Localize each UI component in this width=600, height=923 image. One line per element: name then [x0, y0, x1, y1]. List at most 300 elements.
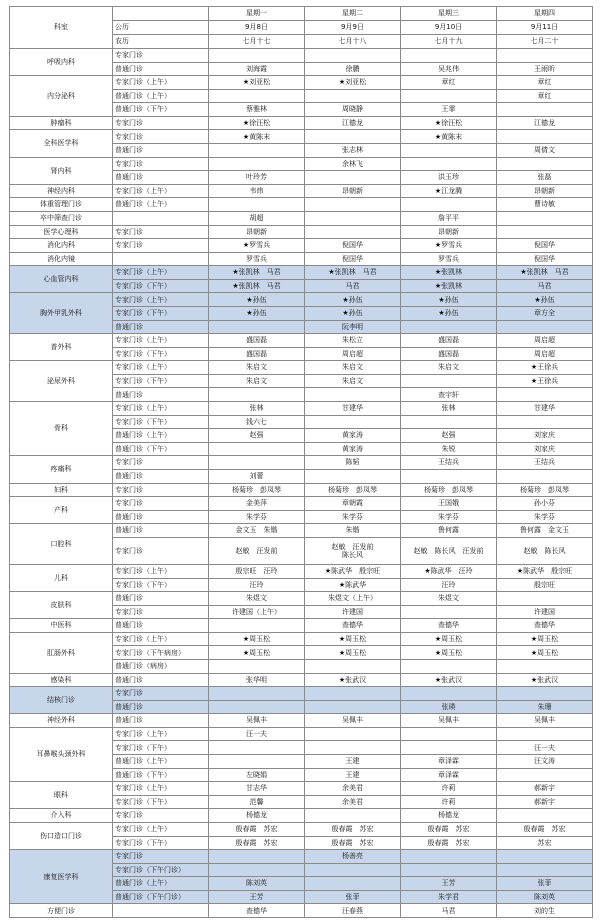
- doctor-cell: [401, 144, 497, 158]
- doctor-cell: [401, 320, 497, 334]
- doctor-cell: [497, 225, 593, 239]
- doctor-line: 陈长风: [342, 550, 363, 559]
- doctor-cell: [497, 130, 593, 144]
- clinic-type: 普通门诊（病房）: [113, 660, 209, 674]
- schedule-row: [10, 130, 593, 144]
- doctor-cell: 朱启文: [401, 361, 497, 375]
- clinic-type: 普通门诊（下午）: [113, 442, 209, 456]
- doctor-cell: 汪春燕: [305, 904, 401, 918]
- clinic-type: 普通门诊（上午）: [113, 755, 209, 769]
- doctor-cell: ★周玉松: [209, 646, 305, 660]
- doctor-cell: 昂朝新: [401, 225, 497, 239]
- doctor-cell: 殷宗旺 汪玲: [209, 564, 305, 578]
- doctor-cell: ★张武汉: [305, 673, 401, 687]
- schedule-row: [10, 402, 593, 416]
- doctor-cell: 黄家涛: [305, 442, 401, 456]
- dept-name: 肛肠外科: [10, 632, 113, 673]
- doctor-cell: ★徐汪松: [401, 116, 497, 130]
- schedule-row: [10, 497, 593, 511]
- doctor-cell: 马君: [305, 279, 401, 293]
- doctor-cell: [497, 469, 593, 483]
- doctor-cell: 郝新宇: [497, 795, 593, 809]
- dept-name: 伤口造口门诊: [10, 822, 113, 849]
- clinic-type: 专家门诊（上午）: [113, 822, 209, 836]
- doctor-cell: 罗雪兵: [209, 252, 305, 266]
- doctor-cell: 章泽霖: [401, 768, 497, 782]
- weekday-label: 星期四: [497, 7, 593, 21]
- clinic-type: 专家门诊: [113, 225, 209, 239]
- doctor-cell: ★王徐兵: [497, 374, 593, 388]
- doctor-cell: 昂朝新: [209, 225, 305, 239]
- doctor-cell: 甘建华: [497, 402, 593, 416]
- doctor-cell: [209, 660, 305, 674]
- clinic-type: 普通门诊（上午）: [113, 198, 209, 212]
- doctor-cell: [209, 456, 305, 470]
- clinic-type: 专家门诊（下午）: [113, 578, 209, 592]
- doctor-cell: 陈刘英: [209, 877, 305, 891]
- doctor-cell: 张林: [209, 402, 305, 416]
- doctor-cell: 甘建华: [305, 402, 401, 416]
- doctor-cell: 朱煜文: [401, 592, 497, 606]
- clinic-type: 专家门诊: [113, 49, 209, 63]
- clinic-type: [113, 252, 209, 266]
- doctor-cell: [209, 49, 305, 63]
- doctor-cell: [305, 130, 401, 144]
- doctor-cell: [305, 537, 401, 564]
- clinic-type: 普通门诊: [113, 524, 209, 538]
- clinic-type: 专家门诊（下午）: [113, 347, 209, 361]
- doctor-cell: 赵强: [209, 429, 305, 443]
- schedule-row: [10, 211, 593, 225]
- doctor-cell: [497, 660, 593, 674]
- doctor-cell: 吴佩丰: [401, 714, 497, 728]
- nongli-date: 七月十九: [401, 35, 497, 49]
- schedule-row: [10, 198, 593, 212]
- clinic-type: 专家门诊（上午）: [113, 361, 209, 375]
- schedule-row: [10, 822, 593, 836]
- clinic-type: 专家门诊（下午）: [113, 836, 209, 850]
- schedule-row: [10, 49, 593, 63]
- doctor-cell: 章红: [401, 76, 497, 90]
- doctor-cell: [305, 687, 401, 701]
- doctor-cell: 查宇轩: [401, 388, 497, 402]
- doctor-cell: 盛国磊: [401, 347, 497, 361]
- doctor-cell: ★黄陈末: [401, 130, 497, 144]
- doctor-cell: ★张凯林 马君: [305, 266, 401, 280]
- doctor-cell: 朱煜文: [209, 592, 305, 606]
- doctor-cell: [305, 49, 401, 63]
- doctor-cell: [305, 388, 401, 402]
- doctor-cell: 朱启文: [305, 374, 401, 388]
- doctor-cell: 殷春霞 苏宏: [305, 822, 401, 836]
- doctor-cell: [401, 850, 497, 864]
- doctor-cell: 许建国: [305, 605, 401, 619]
- doctor-cell: ★孙伍: [401, 293, 497, 307]
- doctor-cell: 胡超: [209, 211, 305, 225]
- doctor-cell: 杨菊珍 彭凤琴: [497, 483, 593, 497]
- doctor-cell: [209, 320, 305, 334]
- clinic-type: 专家门诊（上午）: [113, 402, 209, 416]
- doctor-cell: 周启超: [305, 347, 401, 361]
- schedule-row: [10, 76, 593, 90]
- schedule-row: [10, 266, 593, 280]
- doctor-cell: [209, 700, 305, 714]
- dept-name: 介入科: [10, 809, 113, 823]
- dept-name: 普外科: [10, 334, 113, 361]
- clinic-type: 普通门诊（下午）: [113, 768, 209, 782]
- doctor-cell: 周启超: [497, 334, 593, 348]
- doctor-cell: 余美君: [305, 795, 401, 809]
- weekday-header-row: [10, 7, 593, 21]
- doctor-cell: [497, 809, 593, 823]
- doctor-cell: ★孙伍: [209, 293, 305, 307]
- doctor-cell: [305, 863, 401, 877]
- doctor-cell: 朱煜文（上午）: [305, 592, 401, 606]
- doctor-cell: 郝新宇: [497, 782, 593, 796]
- doctor-cell: 叶玲芳: [209, 171, 305, 185]
- doctor-cell: [305, 225, 401, 239]
- doctor-cell: 江德龙: [497, 116, 593, 130]
- dept-name: 感染科: [10, 673, 113, 687]
- clinic-type: 专家门诊（下午）: [113, 415, 209, 429]
- doctor-cell: 殷春霞 苏宏: [401, 822, 497, 836]
- clinic-type: 普通门诊（上午）: [113, 89, 209, 103]
- doctor-cell: 殷春霞 苏宏: [305, 836, 401, 850]
- doctor-cell: 鲁何露: [401, 524, 497, 538]
- schedule-row: [10, 809, 593, 823]
- doctor-cell: 朱启文: [305, 361, 401, 375]
- doctor-cell: 张菲: [497, 877, 593, 891]
- doctor-cell: 金美萍: [209, 497, 305, 511]
- doctor-cell: 王国娥: [401, 497, 497, 511]
- doctor-cell: 许建国: [497, 605, 593, 619]
- dept-name: 消化内科: [10, 239, 113, 253]
- clinic-type: 普通门诊（上午）: [113, 877, 209, 891]
- doctor-cell: ★张凯林 马君: [209, 279, 305, 293]
- doctor-cell: [305, 171, 401, 185]
- doctor-cell: ★孙伍: [209, 306, 305, 320]
- doctor-cell: [497, 320, 593, 334]
- dept-name: 口腔科: [10, 524, 113, 565]
- dept-name: 中医科: [10, 619, 113, 633]
- doctor-cell: 赵敏 汪发前: [209, 537, 305, 564]
- dept-name: 泌尿外科: [10, 361, 113, 402]
- doctor-cell: [305, 700, 401, 714]
- doctor-cell: 吴佩丰: [209, 714, 305, 728]
- clinic-type: 专家门诊: [113, 456, 209, 470]
- doctor-cell: [209, 157, 305, 171]
- schedule-row: [10, 456, 593, 470]
- doctor-cell: [497, 768, 593, 782]
- schedule-row: [10, 157, 593, 171]
- clinic-type: 普通门诊: [113, 171, 209, 185]
- doctor-cell: 张菲: [305, 890, 401, 904]
- clinic-type: 专家门诊: [113, 483, 209, 497]
- doctor-cell: 查德华: [401, 619, 497, 633]
- clinic-type: 普通门诊: [113, 320, 209, 334]
- clinic-type: 专家门诊（上午）: [113, 76, 209, 90]
- clinic-type: 专家门诊（上午）: [113, 184, 209, 198]
- doctor-cell: ★陈武华 殷宗旺: [497, 564, 593, 578]
- doctor-cell: 章泽霖: [401, 755, 497, 769]
- doctor-cell: 昂朝新: [305, 184, 401, 198]
- gongli-label: 公历: [113, 21, 209, 35]
- dept-name: 眼科: [10, 782, 113, 809]
- doctor-cell: 朱锐: [401, 442, 497, 456]
- weekday-label: 星期二: [305, 7, 401, 21]
- clinic-type: 专家门诊（下午门诊）: [113, 863, 209, 877]
- doctor-cell: [305, 660, 401, 674]
- doctor-cell: ★张凯林: [401, 266, 497, 280]
- gongli-date: 9月10日: [401, 21, 497, 35]
- dept-header: 科室: [10, 7, 113, 49]
- doctor-cell: [401, 415, 497, 429]
- clinic-type: 普通门诊（上午）: [113, 429, 209, 443]
- dept-name: 康复医学科: [10, 850, 113, 904]
- doctor-cell: [401, 49, 497, 63]
- dept-name: 神经外科: [10, 714, 113, 728]
- schedule-row: [10, 727, 593, 741]
- dept-name: 肿瘤科: [10, 116, 113, 130]
- doctor-cell: [497, 157, 593, 171]
- clinic-type: 专家门诊（上午）: [113, 782, 209, 796]
- doctor-cell: 殷春霞 苏宏: [497, 822, 593, 836]
- doctor-cell: 张瑛: [401, 700, 497, 714]
- clinic-type: 普通门诊: [113, 714, 209, 728]
- dept-name: 心血管内科: [10, 266, 113, 293]
- doctor-cell: [497, 727, 593, 741]
- doctor-cell: 倪国华: [497, 252, 593, 266]
- doctor-cell: 阮李明: [305, 320, 401, 334]
- doctor-cell: [209, 89, 305, 103]
- doctor-cell: 刘家庆: [497, 442, 593, 456]
- doctor-cell: [209, 198, 305, 212]
- doctor-cell: 朱启文: [209, 361, 305, 375]
- clinic-type: 专家门诊: [113, 157, 209, 171]
- clinic-type: 普通门诊（下午）: [113, 103, 209, 117]
- doctor-cell: 杨善亮: [305, 850, 401, 864]
- clinic-type: 专家门诊（下午）: [113, 306, 209, 320]
- doctor-cell: 刘蕾: [209, 469, 305, 483]
- doctor-cell: 倪国华: [305, 252, 401, 266]
- clinic-type: [113, 211, 209, 225]
- doctor-cell: 盛国磊: [209, 334, 305, 348]
- doctor-cell: [497, 592, 593, 606]
- doctor-cell: 张林: [401, 402, 497, 416]
- clinic-type: 专家门诊: [113, 687, 209, 701]
- nongli-date: 七月十八: [305, 35, 401, 49]
- doctor-cell: [209, 755, 305, 769]
- doctor-cell: 章红: [497, 76, 593, 90]
- doctor-cell: ★周玉松: [401, 646, 497, 660]
- doctor-cell: [209, 850, 305, 864]
- clinic-type: 专家门诊: [113, 116, 209, 130]
- doctor-cell: 刘海霞: [209, 62, 305, 76]
- dept-name: 医学心理科: [10, 225, 113, 239]
- doctor-cell: [401, 605, 497, 619]
- clinic-type: 普通门诊: [113, 144, 209, 158]
- doctor-cell: 张志林: [305, 144, 401, 158]
- clinic-type: 普通门诊: [113, 619, 209, 633]
- doctor-cell: [305, 89, 401, 103]
- clinic-type: 普通门诊: [113, 388, 209, 402]
- doctor-cell: 倪国华: [497, 239, 593, 253]
- doctor-cell: 蔡雅林: [209, 103, 305, 117]
- doctor-cell: 盛国磊: [401, 334, 497, 348]
- doctor-cell: 杨菊珍 彭凤琴: [305, 483, 401, 497]
- doctor-cell: 朱学芬: [305, 510, 401, 524]
- doctor-cell: [401, 741, 497, 755]
- doctor-cell: 江德龙: [305, 116, 401, 130]
- schedule-row: [10, 850, 593, 864]
- doctor-cell: [401, 727, 497, 741]
- doctor-cell: [209, 144, 305, 158]
- doctor-cell: 陈刘英: [497, 890, 593, 904]
- doctor-cell: 朱锴: [305, 524, 401, 538]
- doctor-cell: 周晓静: [305, 103, 401, 117]
- doctor-cell: 章方全: [497, 306, 593, 320]
- clinic-type: 专家门诊（上午）: [113, 266, 209, 280]
- dept-name: 消化内镜: [10, 252, 113, 266]
- schedule-row: [10, 904, 593, 918]
- dept-name: 体重管理门诊: [10, 198, 113, 212]
- header-blank: [113, 7, 209, 21]
- schedule-row: [10, 632, 593, 646]
- doctor-cell: ★周玉松: [305, 632, 401, 646]
- doctor-cell: ★徐汪松: [209, 116, 305, 130]
- dept-name: 内分泌科: [10, 76, 113, 117]
- doctor-cell: [305, 877, 401, 891]
- doctor-cell: ★孙伍: [305, 293, 401, 307]
- doctor-cell: 黄家涛: [305, 429, 401, 443]
- doctor-cell: 朱学芬: [497, 510, 593, 524]
- doctor-cell: [401, 687, 497, 701]
- doctor-cell: 查德华: [305, 619, 401, 633]
- doctor-cell: 朱学芬: [209, 510, 305, 524]
- doctor-cell: [209, 388, 305, 402]
- clinic-type: 专家门诊（上午）: [113, 632, 209, 646]
- nongli-date: 七月十七: [209, 35, 305, 49]
- doctor-cell: 殷春霞 苏宏: [209, 822, 305, 836]
- doctor-cell: 盛国磊: [209, 347, 305, 361]
- doctor-cell: 鲁何露 金文玉: [497, 524, 593, 538]
- clinic-type: 专家门诊: [113, 605, 209, 619]
- doctor-cell: 周启超: [497, 347, 593, 361]
- doctor-cell: [305, 415, 401, 429]
- doctor-cell: 杨菊珍 彭凤琴: [209, 483, 305, 497]
- schedule-row: [10, 564, 593, 578]
- doctor-cell: 殷宗旺: [497, 578, 593, 592]
- doctor-cell: 甘志华: [209, 782, 305, 796]
- gongli-date: 9月9日: [305, 21, 401, 35]
- schedule-row: [10, 252, 593, 266]
- dept-name: 胸外甲乳外科: [10, 293, 113, 334]
- doctor-cell: ★孙伍: [401, 306, 497, 320]
- clinic-type: 专家门诊（下午）: [113, 279, 209, 293]
- doctor-cell: 吴佩丰: [305, 714, 401, 728]
- doctor-cell: 许莉: [401, 795, 497, 809]
- clinic-type: [113, 904, 209, 918]
- dept-name: 结核门诊: [10, 687, 113, 714]
- schedule-row: [10, 619, 593, 633]
- doctor-cell: 罗雪兵: [401, 252, 497, 266]
- schedule-row: [10, 225, 593, 239]
- doctor-cell: ★张武汉: [401, 673, 497, 687]
- doctor-cell: ★周玉松: [401, 632, 497, 646]
- doctor-cell: 许莉: [401, 782, 497, 796]
- doctor-cell: ★张凯林 马君: [209, 266, 305, 280]
- doctor-cell: 赵敏 陈长风 汪发前: [401, 537, 497, 564]
- doctor-cell: 查德华: [209, 904, 305, 918]
- dept-name: 疼痛科: [10, 456, 113, 483]
- dept-name: 方便门诊: [10, 904, 113, 918]
- doctor-cell: [401, 863, 497, 877]
- clinic-type: 普通门诊（下午门诊）: [113, 890, 209, 904]
- doctor-cell: ★孙伍: [497, 293, 593, 307]
- doctor-cell: 杨德龙: [401, 809, 497, 823]
- doctor-cell: 朱松立: [305, 334, 401, 348]
- dept-name: 耳鼻喉头颈外科: [10, 727, 113, 781]
- doctor-cell: [497, 850, 593, 864]
- doctor-cell: 王芳: [209, 890, 305, 904]
- doctor-cell: 汪玲: [209, 578, 305, 592]
- schedule-row: [10, 483, 593, 497]
- doctor-cell: [497, 211, 593, 225]
- clinic-type: 普通门诊: [113, 673, 209, 687]
- doctor-cell: ★张凯林: [401, 279, 497, 293]
- doctor-cell: 钱六七: [209, 415, 305, 429]
- schedule-row: [10, 687, 593, 701]
- dept-name: 卒中筛查门诊: [10, 211, 113, 225]
- clinic-type: 专家门诊（下午）: [113, 374, 209, 388]
- doctor-cell: 曹诗敏: [497, 198, 593, 212]
- dept-name: 妇科: [10, 483, 113, 497]
- doctor-cell: 汪一夫: [209, 727, 305, 741]
- doctor-cell: 王霏: [401, 103, 497, 117]
- gongli-date: 9月8日: [209, 21, 305, 35]
- doctor-cell: 范馨: [209, 795, 305, 809]
- doctor-cell: [497, 687, 593, 701]
- clinic-type: 专家门诊: [113, 809, 209, 823]
- doctor-cell: ★陈武华 殷宗旺: [305, 564, 401, 578]
- doctor-cell: 杨菊珍 彭凤琴: [401, 483, 497, 497]
- doctor-cell: 刘家庆: [497, 429, 593, 443]
- doctor-cell: [305, 211, 401, 225]
- clinic-type: 专家门诊（下午病房）: [113, 646, 209, 660]
- doctor-cell: 查德华: [497, 619, 593, 633]
- doctor-cell: ★陈武华 汪玲: [401, 564, 497, 578]
- doctor-cell: 赵敏 陈长风: [497, 537, 593, 564]
- doctor-cell: 苏宏: [497, 836, 593, 850]
- doctor-cell: 陈韬: [305, 456, 401, 470]
- schedule-row: [10, 116, 593, 130]
- doctor-cell: 马君: [401, 904, 497, 918]
- doctor-cell: [497, 103, 593, 117]
- doctor-cell: [209, 687, 305, 701]
- clinic-type: 专家门诊（上午）: [113, 564, 209, 578]
- doctor-cell: 刘的生: [497, 904, 593, 918]
- doctor-cell: ★罗雪兵: [401, 239, 497, 253]
- schedule-row: [10, 592, 593, 606]
- doctor-cell: 许建国（上午）: [209, 605, 305, 619]
- dept-name: 全科医学科: [10, 130, 113, 157]
- doctor-cell: 王建: [305, 755, 401, 769]
- doctor-cell: ★张武汉: [497, 673, 593, 687]
- schedule-table: [9, 6, 593, 918]
- doctor-cell: [209, 442, 305, 456]
- schedule-row: [10, 782, 593, 796]
- doctor-cell: ★罗雪兵: [209, 239, 305, 253]
